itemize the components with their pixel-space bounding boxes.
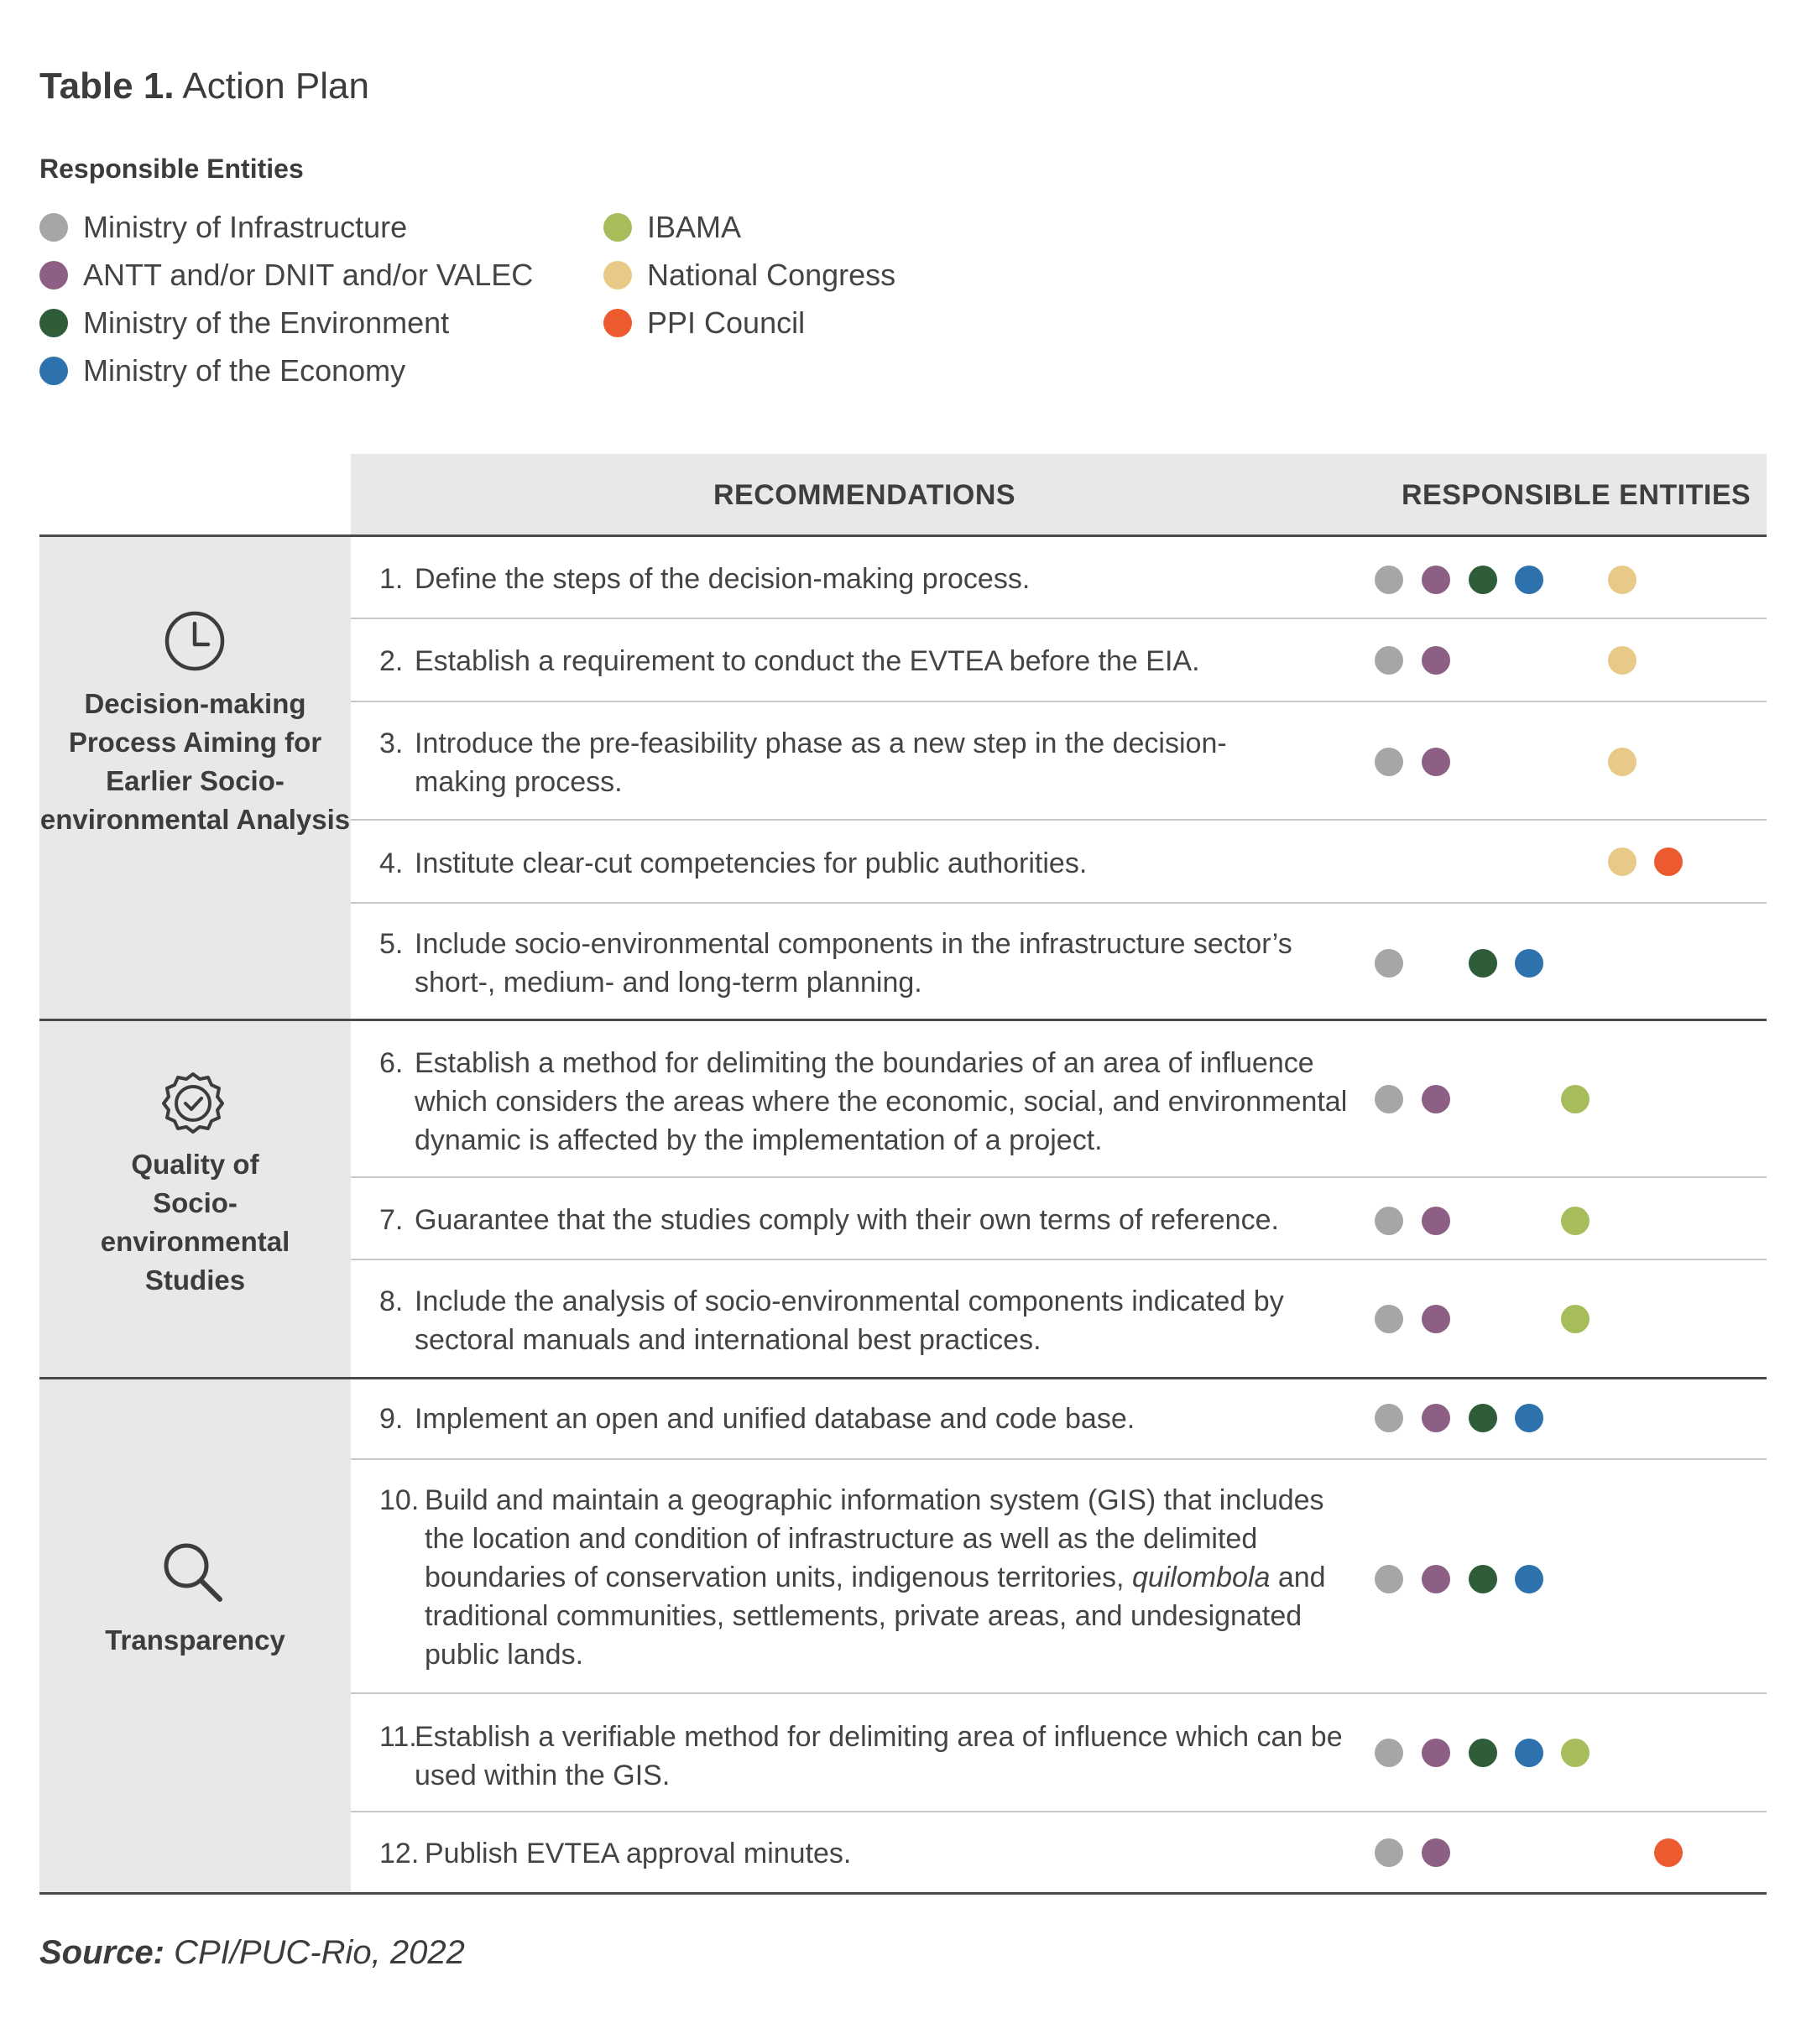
recommendation-text: Institute clear-cut competencies for public authorities.: [415, 847, 1088, 879]
legend-item-antt: [39, 258, 533, 293]
entity-dot-econ: [1515, 949, 1543, 978]
table-bottom-rule: [39, 1892, 1767, 1895]
legend-label: ANTT and/or DNIT and/or VALEC: [83, 258, 534, 292]
legend-dot-antt: [39, 261, 68, 289]
recommendation-number: 9.: [379, 1403, 404, 1435]
row-divider: [351, 1811, 1767, 1812]
magnifier-icon: [159, 1539, 227, 1606]
entity-dot-infra: [1375, 1305, 1403, 1333]
legend-dot-congress: [603, 261, 632, 289]
recommendation-text: Introduce the pre-feasibility phase as a new step in the decision-making process.: [415, 727, 1227, 798]
entity-dot-congress: [1608, 646, 1637, 675]
entity-dot-ppi: [1654, 847, 1683, 876]
recommendation-number: 4.: [379, 847, 404, 879]
entity-dot-antt: [1422, 1305, 1450, 1333]
row-divider: [351, 819, 1767, 821]
recommendation-number: 7.: [379, 1204, 404, 1236]
entity-dot-antt: [1422, 1207, 1450, 1235]
legend-item-ibama: [603, 210, 741, 245]
source-text: CPI/PUC-Rio, 2022: [174, 1934, 465, 1971]
recommendation-number: 12.: [379, 1838, 420, 1869]
entity-dot-ibama: [1561, 1085, 1590, 1113]
entity-dot-congress: [1608, 566, 1637, 594]
legend-item-congress: [603, 258, 895, 293]
recommendation-text: Establish a method for delimiting the boundaries of an area of influence which considers the areas where the economic, social, and environmental dynamic is affected by the implementation of a project.: [415, 1047, 1348, 1156]
row-divider: [351, 618, 1767, 619]
recommendation-text: Include socio-environmental components in the infrastructure sector’s short-, medium- and long-term planning.: [415, 928, 1292, 999]
entity-dot-ibama: [1561, 1739, 1590, 1767]
entity-dot-antt: [1422, 1404, 1450, 1432]
row-divider: [351, 1458, 1767, 1460]
entity-dot-congress: [1608, 847, 1637, 876]
table-title-text: Action Plan: [182, 65, 369, 107]
group-label-quality: Quality of Socio-environmental Studies: [100, 1149, 290, 1296]
recommendation-text-italic: quilombola: [1131, 1562, 1271, 1593]
recommendation-number: 11.: [379, 1721, 417, 1753]
recommendation-number: 3.: [379, 727, 404, 759]
entity-dot-env: [1469, 1565, 1497, 1593]
entity-dot-infra: [1375, 1207, 1403, 1235]
recommendation-text: Establish a verifiable method for delimiting area of influence which can be used within the GIS.: [415, 1721, 1343, 1791]
legend-dot-ibama: [603, 213, 632, 242]
legend-label: Ministry of the Economy: [83, 353, 406, 388]
entity-dot-infra: [1375, 1404, 1403, 1432]
group-rule: [39, 1019, 1767, 1021]
entity-dot-infra: [1375, 566, 1403, 594]
entity-dot-antt: [1422, 1838, 1450, 1867]
legend-label: Ministry of the Environment: [83, 305, 450, 340]
legend-item-econ: [39, 353, 405, 388]
recommendation-text: Implement an open and unified database and code base.: [415, 1403, 1135, 1435]
row-divider: [351, 1176, 1767, 1178]
recommendation-text: Include the analysis of socio-environmental components indicated by sectoral manuals and international best practices.: [415, 1285, 1284, 1356]
entity-dot-econ: [1515, 1404, 1543, 1432]
row-divider: [351, 1259, 1767, 1260]
header-rule: [39, 534, 1767, 537]
entity-dot-antt: [1422, 646, 1450, 675]
row-divider: [351, 1692, 1767, 1694]
entity-dot-ppi: [1654, 1838, 1683, 1867]
group-label-decision-making: Decision-making Process Aiming for Earlier Socio-environmental Analysis: [39, 688, 351, 835]
table-title-label: Table 1.: [39, 65, 175, 107]
recommendation-text-part: and traditional communities, settlements, private areas, and undesignated public lands.: [425, 1562, 1326, 1671]
entity-dot-ibama: [1561, 1207, 1590, 1235]
entity-dot-econ: [1515, 1565, 1543, 1593]
recommendation-number: 10.: [379, 1484, 420, 1516]
legend-item-env: [39, 305, 449, 341]
legend-label: PPI Council: [647, 305, 806, 340]
recommendation-text: Publish EVTEA approval minutes.: [425, 1838, 852, 1869]
row-divider: [351, 902, 1767, 904]
entity-dot-antt: [1422, 1085, 1450, 1113]
recommendation-number: 1.: [379, 563, 404, 595]
recommendation-number: 2.: [379, 645, 404, 677]
recommendation-number: 8.: [379, 1285, 404, 1317]
recommendation-text: Establish a requirement to conduct the EVTEA before the EIA.: [415, 645, 1200, 677]
group-label-transparency: Transparency: [105, 1624, 285, 1656]
entity-dot-infra: [1375, 1739, 1403, 1767]
recommendation-text: Guarantee that the studies comply with their own terms of reference.: [415, 1204, 1279, 1236]
legend-heading: Responsible Entities: [39, 154, 304, 184]
entity-dot-infra: [1375, 1565, 1403, 1593]
entity-dot-antt: [1422, 1739, 1450, 1767]
legend-label: National Congress: [647, 258, 896, 292]
legend-dot-ppi: [603, 309, 632, 337]
entity-dot-infra: [1375, 748, 1403, 776]
entity-dot-congress: [1608, 748, 1637, 776]
recommendation-number: 6.: [379, 1047, 404, 1079]
legend-label: Ministry of Infrastructure: [83, 210, 408, 244]
table-title: [39, 65, 369, 107]
legend-dot-infra: [39, 213, 68, 242]
recommendation-text: Define the steps of the decision-making process.: [415, 563, 1031, 595]
entity-dot-econ: [1515, 566, 1543, 594]
legend-label: IBAMA: [647, 210, 742, 244]
recommendation-text: [425, 1481, 1365, 1674]
source-label: Source:: [39, 1934, 164, 1971]
entity-dot-infra: [1375, 949, 1403, 978]
entity-dot-env: [1469, 1739, 1497, 1767]
legend-dot-econ: [39, 357, 68, 385]
legend-item-ppi: [603, 305, 805, 341]
column-header-responsible-entities: RESPONSIBLE ENTITIES: [1402, 479, 1751, 511]
legend-item-infra: [39, 210, 407, 245]
entity-dot-env: [1469, 566, 1497, 594]
entity-dot-env: [1469, 949, 1497, 978]
entity-dot-antt: [1422, 566, 1450, 594]
entity-dot-ibama: [1561, 1305, 1590, 1333]
source-note: [39, 1934, 465, 1972]
entity-dot-infra: [1375, 646, 1403, 675]
group-rule: [39, 1377, 1767, 1379]
clock-icon: [163, 609, 227, 673]
entity-dot-infra: [1375, 1085, 1403, 1113]
recommendation-text-part: Build and maintain a geographic information system (GIS) that includes the location and condition of infrastructure as well as the delimited boundaries of conservation units, indigenous territories,: [425, 1484, 1324, 1593]
entity-dot-env: [1469, 1404, 1497, 1432]
row-divider: [351, 701, 1767, 702]
column-header-recommendations: RECOMMENDATIONS: [713, 479, 1016, 511]
legend-dot-env: [39, 309, 68, 337]
recommendation-number: 5.: [379, 928, 404, 960]
entity-dot-antt: [1422, 1565, 1450, 1593]
entity-dot-infra: [1375, 1838, 1403, 1867]
entity-dot-econ: [1515, 1739, 1543, 1767]
badge-check-icon: [159, 1069, 227, 1136]
entity-dot-antt: [1422, 748, 1450, 776]
